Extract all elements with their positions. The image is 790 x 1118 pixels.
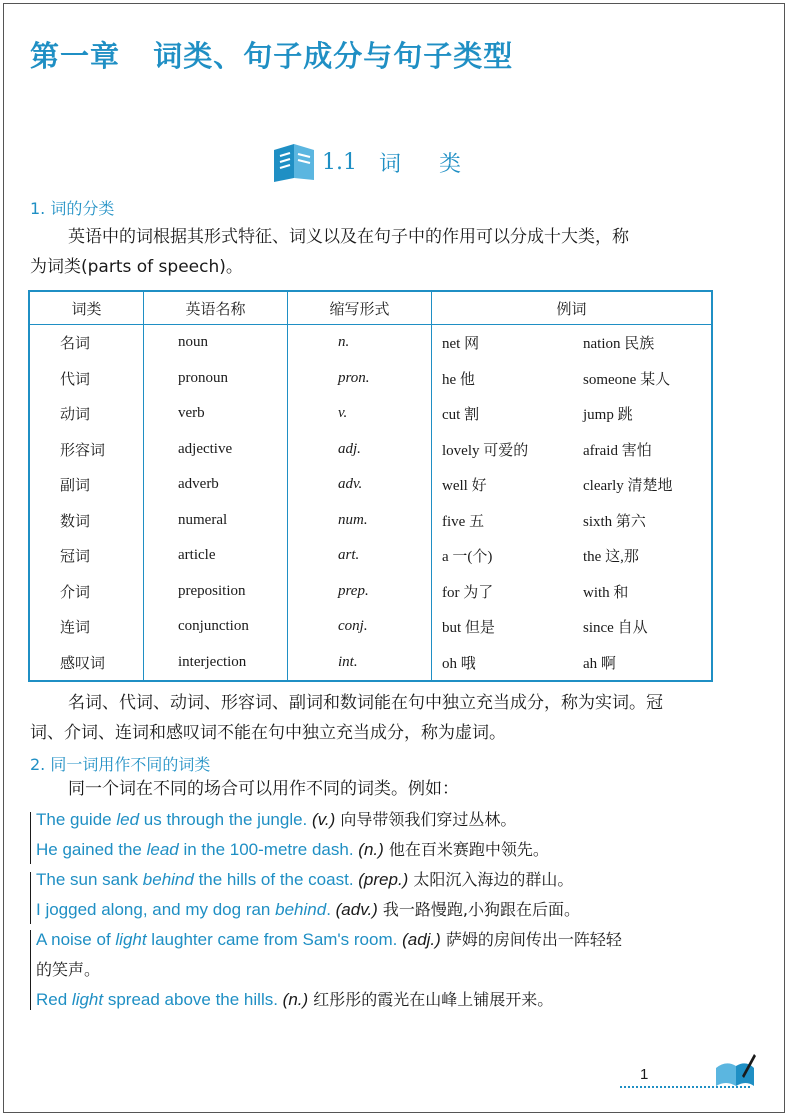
- example-line-1: The guide led us through the jungle. (v.) 向导带领我们穿过丛林。: [36, 810, 517, 829]
- table-row: [29, 538, 712, 574]
- summary-line-1: 名词、代词、动词、形容词、副词和数词能在句中独立充当成分，称为实词。冠: [68, 693, 663, 713]
- cell-abbr: int.: [288, 645, 432, 682]
- section-number: 1.1: [322, 149, 357, 175]
- cell-ex2: the 这,那: [583, 549, 639, 566]
- cell-ex1: lovely 可爱的: [442, 442, 529, 459]
- header-examples: 例词: [432, 291, 713, 325]
- table-row: [29, 325, 712, 361]
- cell-cn: 冠词: [29, 538, 144, 574]
- cell-abbr: v.: [288, 396, 432, 432]
- cell-ex2: sixth 第六: [583, 513, 646, 530]
- parts-of-speech-table: [28, 290, 713, 682]
- cell-cn: 动词: [29, 396, 144, 432]
- cell-en: noun: [144, 325, 288, 361]
- cell-en: adjective: [144, 432, 288, 468]
- section-heading: [270, 140, 499, 184]
- section-name: 词类: [379, 151, 500, 177]
- example-line-5: A noise of light laughter came from Sam's room. (adj.) 萨姆的房间传出一阵轻轻: [36, 930, 622, 949]
- cell-en: verb: [144, 396, 288, 432]
- cell-ex2: with 和: [583, 584, 629, 601]
- example-line-3: The sun sank behind the hills of the coast. (prep.) 太阳沉入海边的群山。: [36, 870, 574, 889]
- table-row: [29, 396, 712, 432]
- summary-paragraph: [30, 688, 720, 748]
- cell-abbr: num.: [288, 503, 432, 539]
- cell-ex2: ah 啊: [583, 655, 616, 672]
- page-number: 1: [640, 1066, 649, 1083]
- cell-ex1: he 他: [442, 371, 475, 388]
- cell-cn: 形容词: [29, 432, 144, 468]
- subsection-heading-2: 2. 同一词用作不同的词类: [30, 755, 211, 774]
- summary-line-2: 词、介词、连词和感叹词不能在句中独立充当成分，称为虚词。: [30, 723, 506, 743]
- example-intro-text: 同一个词在不同的场合可以用作不同的词类。例如：: [68, 779, 459, 799]
- cell-en: numeral: [144, 503, 288, 539]
- header-english: 英语名称: [144, 291, 288, 325]
- example-line-4: I jogged along, and my dog ran behind. (adv.) 我一路慢跑,小狗跟在后面。: [36, 900, 581, 919]
- cell-ex1: for 为了: [442, 584, 494, 601]
- cell-ex1: well 好: [442, 478, 487, 495]
- cell-ex1: five 五: [442, 513, 485, 530]
- cell-ex1: cut 割: [442, 407, 480, 424]
- table-row: [29, 503, 712, 539]
- cell-ex1: oh 哦: [442, 655, 476, 672]
- cell-cn: 代词: [29, 361, 144, 397]
- cell-ex1: but 但是: [442, 620, 495, 637]
- cell-cn: 数词: [29, 503, 144, 539]
- cell-abbr: adj.: [288, 432, 432, 468]
- subsection-heading-1: 1. 词的分类: [30, 199, 115, 218]
- header-pos: 词类: [29, 291, 144, 325]
- cell-en: adverb: [144, 467, 288, 503]
- cell-abbr: n.: [288, 325, 432, 361]
- cell-en: pronoun: [144, 361, 288, 397]
- example-intro: [30, 774, 720, 804]
- intro-line-2: 为词类(parts of speech)。: [30, 257, 243, 277]
- cell-ex2: clearly 清楚地: [583, 478, 673, 495]
- cell-cn: 感叹词: [29, 645, 144, 682]
- cell-abbr: prep.: [288, 574, 432, 610]
- table-header-row: [29, 291, 712, 325]
- cell-ex2: someone 某人: [583, 371, 671, 388]
- cell-ex2: afraid 害怕: [583, 442, 652, 459]
- cell-ex1: net 网: [442, 336, 480, 353]
- cell-ex2: since 自从: [583, 620, 648, 637]
- table-row: [29, 467, 712, 503]
- cell-abbr: conj.: [288, 609, 432, 645]
- table-row: [29, 432, 712, 468]
- cell-ex1: a 一(个): [442, 549, 493, 566]
- intro-paragraph: [30, 222, 720, 282]
- example-line-5-cont: 的笑声。: [36, 960, 101, 979]
- cell-ex2: jump 跳: [583, 407, 633, 424]
- cell-cn: 副词: [29, 467, 144, 503]
- cell-ex2: nation 民族: [583, 336, 655, 353]
- cell-en: article: [144, 538, 288, 574]
- table-row: [29, 361, 712, 397]
- cell-en: interjection: [144, 645, 288, 682]
- intro-line-1: 英语中的词根据其形式特征、词义以及在句子中的作用可以分成十大类，称: [68, 227, 629, 247]
- table-row: [29, 574, 712, 610]
- table-row: [29, 609, 712, 645]
- chapter-title: 第一章 词类、句子成分与句子类型: [30, 39, 514, 73]
- pen-book-icon: [712, 1050, 758, 1090]
- cell-en: conjunction: [144, 609, 288, 645]
- cell-abbr: adv.: [288, 467, 432, 503]
- example-line-6: Red light spread above the hills. (n.) 红彤彤的霞光在山峰上铺展开来。: [36, 990, 554, 1009]
- book-icon: [270, 140, 318, 184]
- table-row: [29, 645, 712, 682]
- cell-en: preposition: [144, 574, 288, 610]
- cell-cn: 介词: [29, 574, 144, 610]
- cell-abbr: pron.: [288, 361, 432, 397]
- header-abbr: 缩写形式: [288, 291, 432, 325]
- cell-cn: 连词: [29, 609, 144, 645]
- example-line-2: He gained the lead in the 100-metre dash. (n.) 他在百米赛跑中领先。: [36, 840, 549, 859]
- cell-abbr: art.: [288, 538, 432, 574]
- example-sentences: [36, 805, 622, 1015]
- cell-cn: 名词: [29, 325, 144, 361]
